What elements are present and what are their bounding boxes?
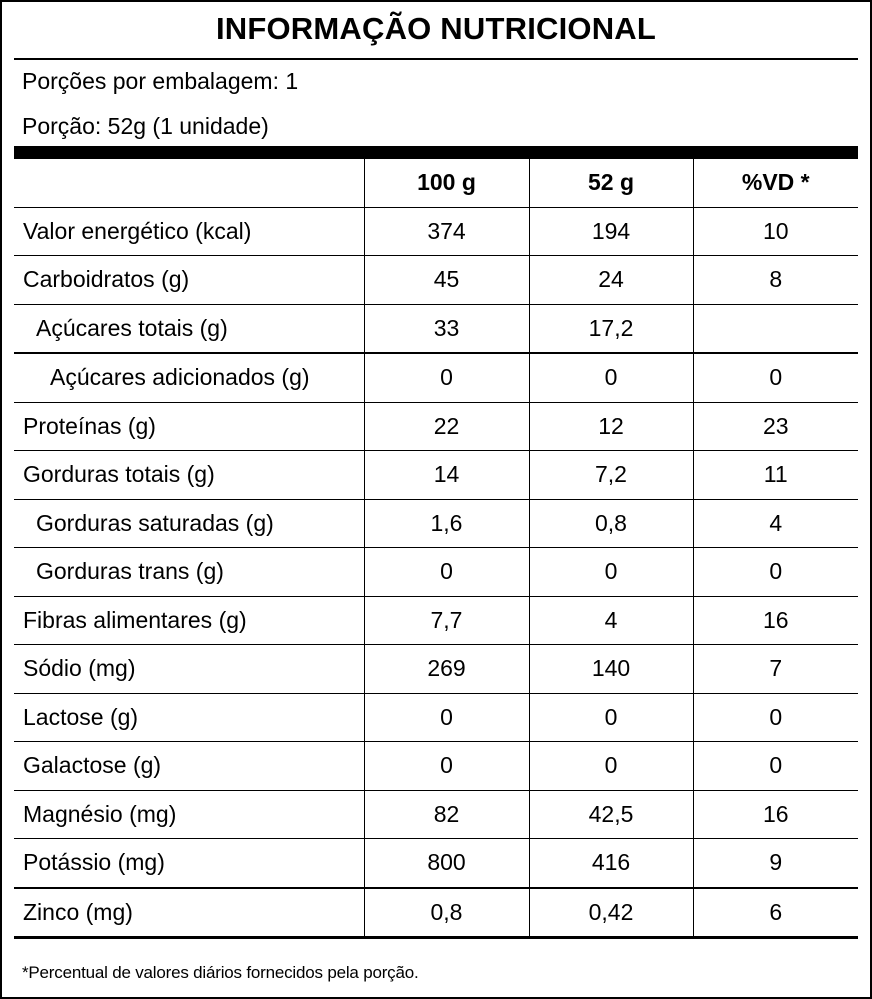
value-per-100g: 269 [364,645,529,694]
daily-value-percent: 16 [693,790,858,839]
daily-value-percent: 0 [693,693,858,742]
table-row [14,451,858,500]
table-row [14,596,858,645]
value-per-serving: 17,2 [529,304,693,353]
header-daily-value: %VD * [693,159,858,207]
nutrition-table [14,159,858,939]
nutrient-name: Lactose (g) [14,693,364,742]
value-per-serving: 0,8 [529,499,693,548]
value-per-serving: 0 [529,742,693,791]
daily-value-percent: 6 [693,888,858,938]
value-per-100g: 7,7 [364,596,529,645]
table-row [14,353,858,402]
table-row [14,548,858,597]
value-per-serving: 0 [529,353,693,402]
value-per-100g: 14 [364,451,529,500]
value-per-serving: 194 [529,207,693,256]
value-per-100g: 0 [364,353,529,402]
daily-value-percent: 23 [693,402,858,451]
value-per-100g: 800 [364,839,529,888]
table-row [14,402,858,451]
table-row [14,888,858,938]
nutrient-name: Gorduras trans (g) [14,548,364,597]
table-row [14,693,858,742]
nutrient-name: Gorduras totais (g) [14,451,364,500]
daily-value-percent: 0 [693,353,858,402]
daily-value-percent: 0 [693,742,858,791]
table-header-row [14,159,858,207]
value-per-100g: 0 [364,548,529,597]
value-per-serving: 0 [529,693,693,742]
value-per-100g: 82 [364,790,529,839]
value-per-serving: 416 [529,839,693,888]
table-row [14,499,858,548]
value-per-100g: 0 [364,693,529,742]
daily-value-percent: 10 [693,207,858,256]
nutrient-name: Carboidratos (g) [14,256,364,305]
table-row [14,645,858,694]
value-per-serving: 7,2 [529,451,693,500]
nutrient-name: Açúcares totais (g) [14,304,364,353]
value-per-100g: 1,6 [364,499,529,548]
table-row [14,839,858,888]
daily-value-percent: 7 [693,645,858,694]
value-per-100g: 0,8 [364,888,529,938]
footnote: *Percentual de valores diários fornecidos pela porção. [22,963,419,982]
daily-value-percent: 16 [693,596,858,645]
thick-divider [14,146,858,159]
label-title: INFORMAÇÃO NUTRICIONAL [215,11,657,46]
value-per-serving: 42,5 [529,790,693,839]
value-per-100g: 374 [364,207,529,256]
header-per-100g: 100 g [364,159,529,207]
nutrient-name: Galactose (g) [14,742,364,791]
nutrient-name: Zinco (mg) [14,888,364,938]
daily-value-percent [693,304,858,353]
nutrient-name: Valor energético (kcal) [14,207,364,256]
daily-value-percent: 0 [693,548,858,597]
value-per-100g: 22 [364,402,529,451]
table-row [14,207,858,256]
nutrient-name: Sódio (mg) [14,645,364,694]
nutrient-name: Gorduras saturadas (g) [14,499,364,548]
daily-value-percent: 9 [693,839,858,888]
value-per-serving: 0,42 [529,888,693,938]
nutrient-name: Proteínas (g) [14,402,364,451]
nutrient-name: Magnésio (mg) [14,790,364,839]
value-per-serving: 24 [529,256,693,305]
daily-value-percent: 4 [693,499,858,548]
daily-value-percent: 11 [693,451,858,500]
value-per-100g: 0 [364,742,529,791]
nutrient-name: Açúcares adicionados (g) [14,353,364,402]
table-row [14,742,858,791]
header-nutrient [14,159,364,207]
title-divider [14,58,858,60]
value-per-serving: 4 [529,596,693,645]
daily-value-percent: 8 [693,256,858,305]
value-per-serving: 12 [529,402,693,451]
nutrient-name: Potássio (mg) [14,839,364,888]
value-per-serving: 140 [529,645,693,694]
value-per-100g: 45 [364,256,529,305]
serving-size: Porção: 52g (1 unidade) [22,113,269,139]
header-per-serving: 52 g [529,159,693,207]
nutrient-name: Fibras alimentares (g) [14,596,364,645]
value-per-100g: 33 [364,304,529,353]
value-per-serving: 0 [529,548,693,597]
table-row [14,304,858,353]
table-row [14,256,858,305]
servings-per-package: Porções por embalagem: 1 [22,68,299,94]
table-row [14,790,858,839]
